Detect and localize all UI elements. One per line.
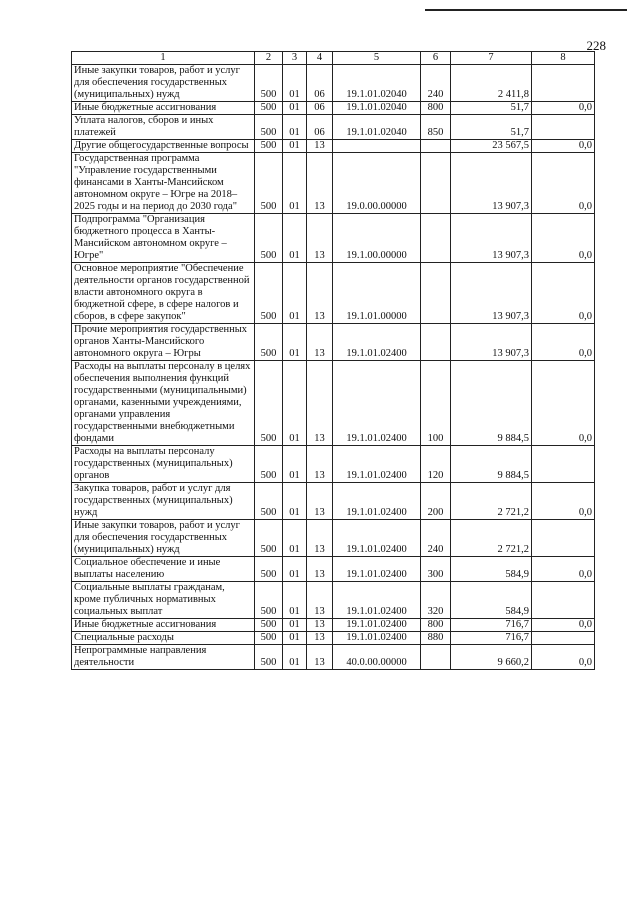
cell-col5: 40.0.00.00000 — [333, 645, 421, 670]
cell-col6: 320 — [421, 582, 451, 619]
header-row — [72, 52, 595, 65]
cell-col8: 0,0 — [532, 361, 595, 446]
cell-col8: 0,0 — [532, 102, 595, 115]
table-row — [72, 65, 595, 102]
cell-col7: 9 660,2 — [451, 645, 532, 670]
cell-col5: 19.1.01.02400 — [333, 557, 421, 582]
table-row — [72, 446, 595, 483]
cell-col2: 500 — [255, 115, 283, 140]
cell-col4: 13 — [307, 619, 333, 632]
cell-col6: 800 — [421, 619, 451, 632]
cell-col5: 19.1.01.02400 — [333, 520, 421, 557]
header-cell-7: 7 — [451, 52, 532, 65]
cell-col5: 19.1.01.02400 — [333, 632, 421, 645]
cell-col4: 06 — [307, 102, 333, 115]
cell-col8: 0,0 — [532, 483, 595, 520]
cell-name: Иные закупки товаров, работ и услуг для обеспечения государственных (муниципальных) нужд — [72, 65, 255, 102]
cell-col3: 01 — [283, 483, 307, 520]
cell-col7: 13 907,3 — [451, 214, 532, 263]
cell-col3: 01 — [283, 520, 307, 557]
page-number: 228 — [586, 38, 606, 53]
table-row — [72, 619, 595, 632]
cell-col8 — [532, 582, 595, 619]
header-cell-2: 2 — [255, 52, 283, 65]
cell-col2: 500 — [255, 214, 283, 263]
cell-col5: 19.0.00.00000 — [333, 153, 421, 214]
cell-name: Специальные расходы — [72, 632, 255, 645]
cell-col2: 500 — [255, 446, 283, 483]
cell-col7: 9 884,5 — [451, 446, 532, 483]
cell-col2: 500 — [255, 102, 283, 115]
cell-col3: 01 — [283, 619, 307, 632]
table-body — [72, 65, 595, 670]
cell-col5: 19.1.01.02400 — [333, 361, 421, 446]
cell-col5: 19.1.01.02040 — [333, 65, 421, 102]
cell-col7: 9 884,5 — [451, 361, 532, 446]
cell-col6 — [421, 153, 451, 214]
cell-name: Подпрограмма "Организация бюджетного процесса в Ханты-Мансийском автономном округе – Югре" — [72, 214, 255, 263]
cell-col6 — [421, 214, 451, 263]
cell-col4: 13 — [307, 263, 333, 324]
cell-name: Непрограммные направления деятельности — [72, 645, 255, 670]
cell-col3: 01 — [283, 214, 307, 263]
cell-name: Иные закупки товаров, работ и услуг для обеспечения государственных (муниципальных) нужд — [72, 520, 255, 557]
cell-col7: 716,7 — [451, 619, 532, 632]
cell-col7: 2 411,8 — [451, 65, 532, 102]
cell-col4: 06 — [307, 65, 333, 102]
cell-col6 — [421, 263, 451, 324]
table-row — [72, 102, 595, 115]
cell-col5: 19.1.01.02040 — [333, 115, 421, 140]
table-row — [72, 115, 595, 140]
cell-col8 — [532, 65, 595, 102]
cell-col4: 13 — [307, 632, 333, 645]
table-row — [72, 361, 595, 446]
cell-col2: 500 — [255, 153, 283, 214]
cell-col5: 19.1.01.02400 — [333, 446, 421, 483]
cell-col6: 100 — [421, 361, 451, 446]
cell-col8: 0,0 — [532, 140, 595, 153]
table-row — [72, 520, 595, 557]
cell-col2: 500 — [255, 361, 283, 446]
cell-col4: 13 — [307, 520, 333, 557]
cell-col2: 500 — [255, 65, 283, 102]
cell-col2: 500 — [255, 263, 283, 324]
cell-col8: 0,0 — [532, 645, 595, 670]
cell-col4: 13 — [307, 483, 333, 520]
cell-col6 — [421, 140, 451, 153]
cell-col7: 716,7 — [451, 632, 532, 645]
cell-col2: 500 — [255, 520, 283, 557]
cell-name: Социальное обеспечение и иные выплаты населению — [72, 557, 255, 582]
cell-col8 — [532, 632, 595, 645]
cell-col8: 0,0 — [532, 153, 595, 214]
cell-col6: 120 — [421, 446, 451, 483]
table-row — [72, 263, 595, 324]
cell-col6: 200 — [421, 483, 451, 520]
table-row — [72, 645, 595, 670]
cell-col2: 500 — [255, 557, 283, 582]
cell-col5: 19.1.00.00000 — [333, 214, 421, 263]
cell-col4: 13 — [307, 140, 333, 153]
cell-col6: 240 — [421, 65, 451, 102]
cell-name: Иные бюджетные ассигнования — [72, 102, 255, 115]
cell-col8: 0,0 — [532, 619, 595, 632]
cell-col7: 13 907,3 — [451, 153, 532, 214]
cell-col3: 01 — [283, 153, 307, 214]
cell-col6: 300 — [421, 557, 451, 582]
cell-col8 — [532, 520, 595, 557]
cell-col7: 2 721,2 — [451, 483, 532, 520]
cell-col7: 584,9 — [451, 582, 532, 619]
cell-col6: 800 — [421, 102, 451, 115]
cell-name: Прочие мероприятия государственных органов Ханты-Мансийского автономного округа – Югры — [72, 324, 255, 361]
cell-name: Закупка товаров, работ и услуг для государственных (муниципальных) нужд — [72, 483, 255, 520]
cell-col7: 13 907,3 — [451, 324, 532, 361]
cell-col3: 01 — [283, 115, 307, 140]
cell-col5: 19.1.01.02400 — [333, 619, 421, 632]
cell-col5 — [333, 140, 421, 153]
table-row — [72, 140, 595, 153]
cell-col3: 01 — [283, 361, 307, 446]
cell-col8: 0,0 — [532, 557, 595, 582]
cell-col5: 19.1.01.00000 — [333, 263, 421, 324]
cell-name: Государственная программа "Управление государственными финансами в Ханты-Мансийском автономном округе – Югре на 2018–2025 годы и на период до 2030 года" — [72, 153, 255, 214]
budget-table — [71, 51, 595, 670]
cell-col6: 880 — [421, 632, 451, 645]
cell-col8: 0,0 — [532, 324, 595, 361]
cell-col4: 13 — [307, 324, 333, 361]
cell-col2: 500 — [255, 582, 283, 619]
cell-col5: 19.1.01.02040 — [333, 102, 421, 115]
cell-col8: 0,0 — [532, 263, 595, 324]
cell-name: Социальные выплаты гражданам, кроме публичных нормативных социальных выплат — [72, 582, 255, 619]
table-row — [72, 632, 595, 645]
cell-col7: 2 721,2 — [451, 520, 532, 557]
cell-col4: 13 — [307, 446, 333, 483]
cell-col3: 01 — [283, 324, 307, 361]
cell-col2: 500 — [255, 632, 283, 645]
cell-col6: 850 — [421, 115, 451, 140]
cell-col8: 0,0 — [532, 214, 595, 263]
cell-col2: 500 — [255, 619, 283, 632]
cell-col2: 500 — [255, 483, 283, 520]
cell-col2: 500 — [255, 324, 283, 361]
table-row — [72, 324, 595, 361]
table-row — [72, 214, 595, 263]
cell-col8 — [532, 446, 595, 483]
cell-col4: 13 — [307, 557, 333, 582]
cell-col6: 240 — [421, 520, 451, 557]
cell-col3: 01 — [283, 632, 307, 645]
table-row — [72, 483, 595, 520]
header-cell-6: 6 — [421, 52, 451, 65]
header-cell-4: 4 — [307, 52, 333, 65]
cell-col2: 500 — [255, 140, 283, 153]
cell-col4: 13 — [307, 582, 333, 619]
table-row — [72, 557, 595, 582]
table-row — [72, 582, 595, 619]
cell-col4: 13 — [307, 645, 333, 670]
cell-col3: 01 — [283, 582, 307, 619]
cell-col3: 01 — [283, 102, 307, 115]
header-cell-3: 3 — [283, 52, 307, 65]
cell-col3: 01 — [283, 65, 307, 102]
table-header — [72, 52, 595, 65]
cell-col6 — [421, 645, 451, 670]
cell-col3: 01 — [283, 263, 307, 324]
cell-col5: 19.1.01.02400 — [333, 324, 421, 361]
cell-col7: 23 567,5 — [451, 140, 532, 153]
cell-name: Основное мероприятие "Обеспечение деятельности органов государственной власти автономного округа в бюджетной сфере, в сфере налогов и сборов, в сфере закупок" — [72, 263, 255, 324]
header-cell-8: 8 — [532, 52, 595, 65]
cell-col3: 01 — [283, 446, 307, 483]
cell-col3: 01 — [283, 645, 307, 670]
header-cell-5: 5 — [333, 52, 421, 65]
cell-col4: 06 — [307, 115, 333, 140]
cell-col2: 500 — [255, 645, 283, 670]
cell-col4: 13 — [307, 214, 333, 263]
cell-col7: 13 907,3 — [451, 263, 532, 324]
cell-col8 — [532, 115, 595, 140]
cell-col5: 19.1.01.02400 — [333, 483, 421, 520]
cell-col7: 51,7 — [451, 115, 532, 140]
cell-col5: 19.1.01.02400 — [333, 582, 421, 619]
header-cell-1: 1 — [72, 52, 255, 65]
cell-col7: 51,7 — [451, 102, 532, 115]
cell-name: Расходы на выплаты персоналу в целях обеспечения выполнения функций государственными (муниципальными) органами, казенными учреждениями, органами управления государственными внебюджетными фондами — [72, 361, 255, 446]
cell-name: Другие общегосударственные вопросы — [72, 140, 255, 153]
cell-col6 — [421, 324, 451, 361]
cell-name: Уплата налогов, сборов и иных платежей — [72, 115, 255, 140]
cell-col3: 01 — [283, 557, 307, 582]
cell-col4: 13 — [307, 153, 333, 214]
cell-col3: 01 — [283, 140, 307, 153]
cell-name: Расходы на выплаты персоналу государственных (муниципальных) органов — [72, 446, 255, 483]
table-row — [72, 153, 595, 214]
cell-col7: 584,9 — [451, 557, 532, 582]
top-rule — [425, 9, 627, 11]
cell-col4: 13 — [307, 361, 333, 446]
cell-name: Иные бюджетные ассигнования — [72, 619, 255, 632]
